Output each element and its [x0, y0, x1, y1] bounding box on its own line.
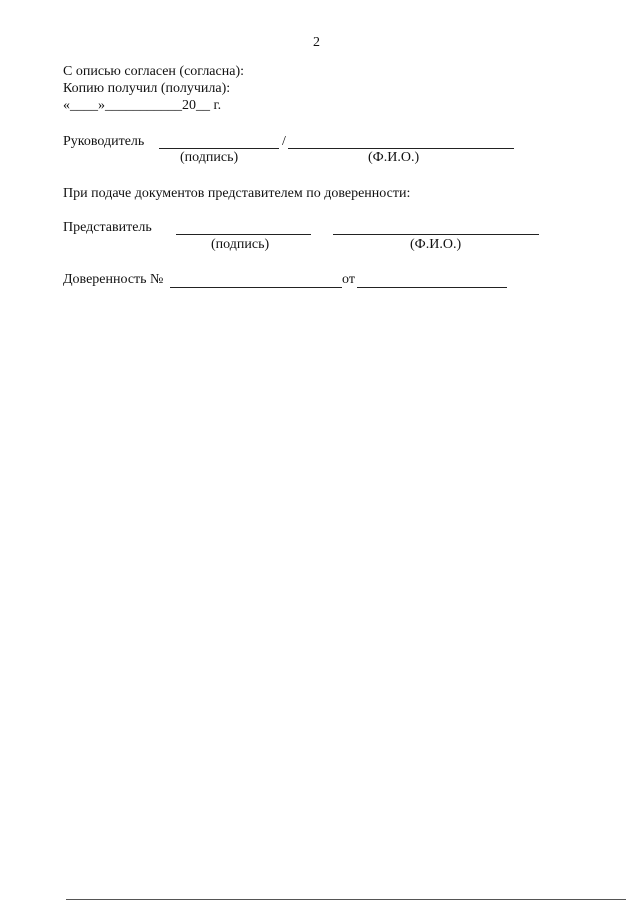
head-signature-field[interactable]: [159, 148, 279, 149]
date-line: «____»___________20__ г.: [63, 98, 222, 113]
head-slash: /: [282, 134, 286, 149]
proxy-date-field[interactable]: [357, 287, 507, 288]
page-number: 2: [313, 35, 320, 50]
representative-label: Представитель: [63, 220, 152, 235]
copy-received-line: Копию получил (получила):: [63, 81, 231, 96]
head-signature-caption: (подпись): [180, 150, 239, 165]
head-fio-field[interactable]: [288, 148, 514, 149]
head-fio-caption: (Ф.И.О.): [368, 150, 420, 165]
representative-signature-caption: (подпись): [211, 237, 270, 252]
representative-fio-caption: (Ф.И.О.): [410, 237, 462, 252]
proxy-label: Доверенность №: [63, 272, 164, 287]
representative-fio-field[interactable]: [333, 234, 539, 235]
consent-line: С описью согласен (согласна):: [63, 64, 244, 79]
head-label: Руководитель: [63, 134, 145, 149]
proxy-number-field[interactable]: [170, 287, 342, 288]
representative-signature-field[interactable]: [176, 234, 311, 235]
proxy-from-label: от: [342, 272, 355, 287]
representative-intro: При подаче документов представителем по доверенности:: [63, 186, 411, 201]
page-bottom-divider: [66, 899, 626, 900]
